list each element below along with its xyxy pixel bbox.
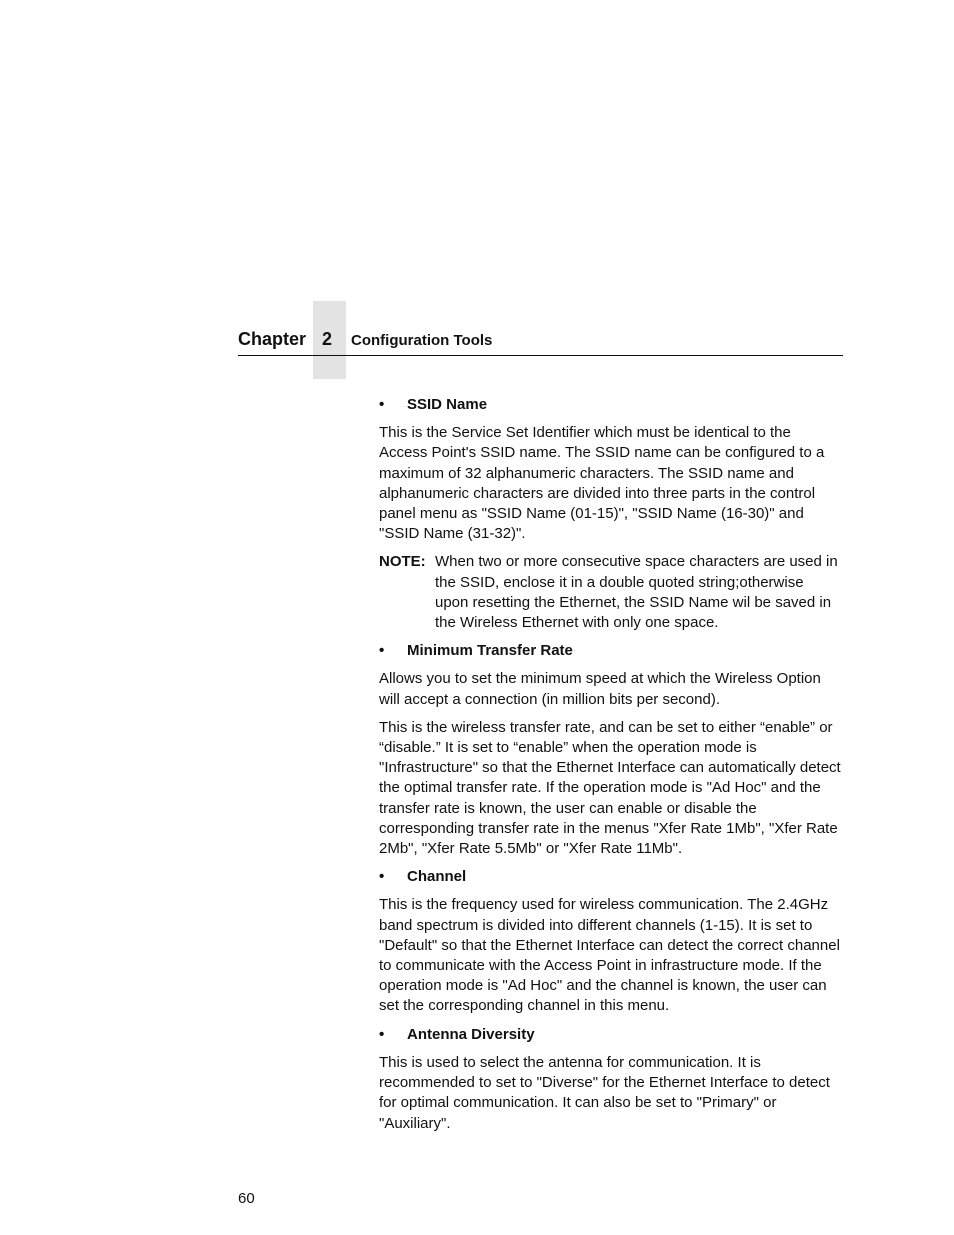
- channel-heading: [379, 867, 841, 887]
- bullet-icon: •: [379, 396, 385, 413]
- antenna-diversity-heading: [379, 1025, 841, 1045]
- antenna-diversity-heading-text: Antenna Diversity: [407, 1025, 535, 1043]
- page-number: 60: [238, 1190, 255, 1207]
- note-label: NOTE:: [379, 553, 426, 571]
- minimum-transfer-rate-description: Allows you to set the minimum speed at which the Wireless Option will accept a connection (in million bits per second).: [379, 670, 821, 708]
- minimum-transfer-rate-heading-text: Minimum Transfer Rate: [407, 642, 573, 660]
- chapter-number: 2: [322, 329, 333, 349]
- page-content: [379, 395, 841, 1142]
- bullet-icon: •: [379, 1025, 385, 1043]
- ssid-name-description: This is the Service Set Identifier which must be identical to the Access Point's SSID name. The SSID name can be configured to a maximum of 32 alphanumeric characters. The SSID name and alphanumeric characters are divided into three parts in the control panel menu as "SSID Name (01-15)", "SSID Name (16-30)" and "SSID Name (31-32)".: [379, 424, 825, 543]
- antenna-diversity-description: This is used to select the antenna for communication. It is recommended to set to "Diverse" for the Ethernet Interface to detect for optimal communication. It can also be set to "Primary" or "Auxiliary".: [379, 1053, 830, 1132]
- chapter-title: Configuration Tools: [351, 332, 493, 349]
- ssid-name-heading: [379, 395, 841, 415]
- note-text: When two or more consecutive space characters are used in the SSID, enclose it in a double quoted string;otherwise upon resetting the Ethernet, the SSID Name wil be saved in the Wireless Ethernet with only one space.: [435, 553, 838, 632]
- ssid-note: [379, 552, 841, 633]
- transfer-rate-details: This is the wireless transfer rate, and can be set to either “enable” or “disable.” It is set to “enable” when the operation mode is "Infrastructure" so that the Ethernet Interface can automatically detect the optimal transfer rate. If the operation mode is "Ad Hoc" and the transfer rate is known, the user can enable or disable the corresponding transfer rate in the menus "Xfer Rate 1Mb", "Xfer Rate 2Mb", "Xfer Rate 5.5Mb" or "Xfer Rate 11Mb".: [379, 718, 841, 858]
- bullet-icon: •: [379, 642, 385, 660]
- chapter-label: Chapter: [238, 329, 307, 349]
- minimum-transfer-rate-heading: [379, 641, 841, 661]
- bullet-icon: •: [379, 868, 385, 886]
- channel-description: This is the frequency used for wireless communication. The 2.4GHz band spectrum is divided into different channels (1-15). It is set to "Default" so that the Ethernet Interface can detect the correct channel to communicate with the Access Point in infrastructure mode. If the operation mode is "Ad Hoc" and the channel is known, the user can set the corresponding channel in this menu.: [379, 896, 840, 1015]
- header-rule: [238, 355, 843, 356]
- ssid-name-heading-text: SSID Name: [407, 396, 488, 413]
- channel-heading-text: Channel: [407, 868, 467, 886]
